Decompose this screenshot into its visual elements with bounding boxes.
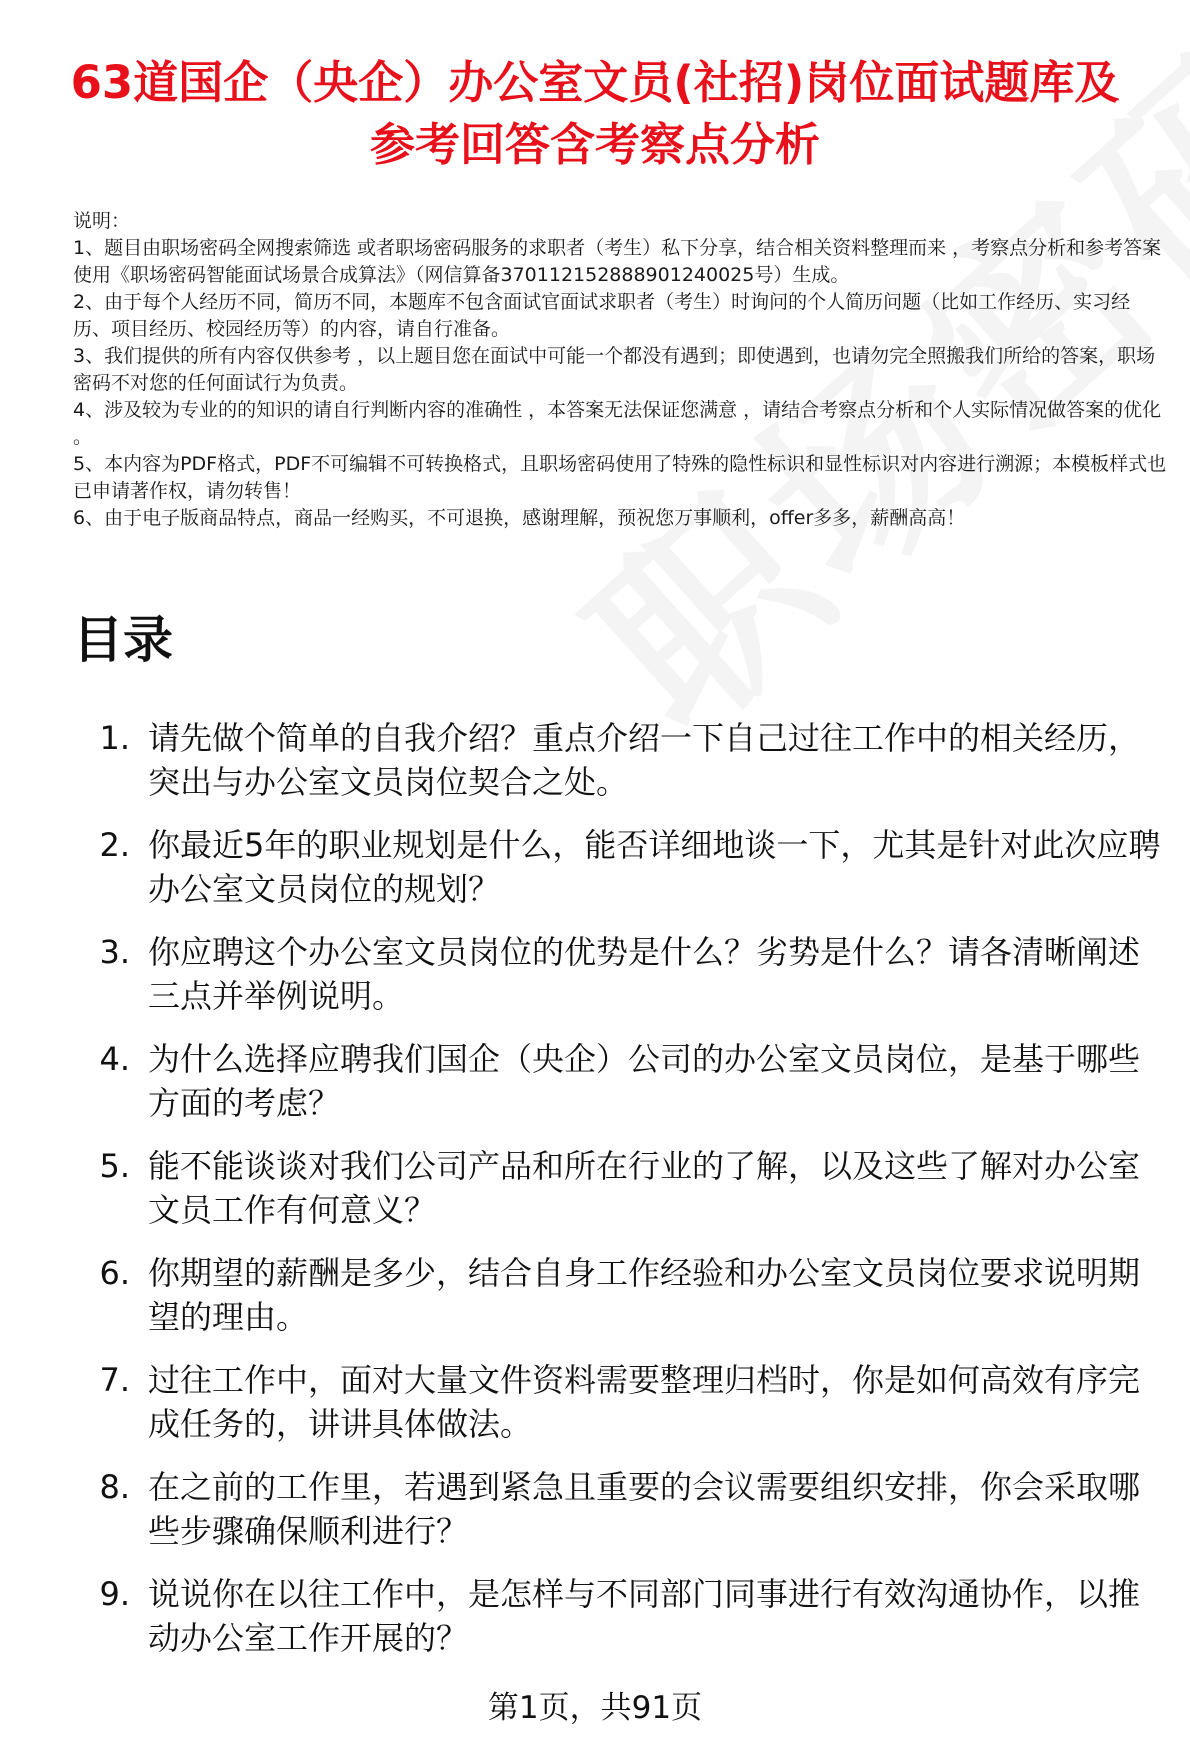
- page-footer: 第1页，共91页: [487, 1690, 703, 1726]
- toc-item-text: 你应聘这个办公室文员岗位的优势是什么？劣势是什么？请各清晰阐述三点并举例说明。: [148, 933, 1141, 1015]
- toc-item-text: 你期望的薪酬是多少，结合自身工作经验和办公室文员岗位要求说明期望的理由。: [148, 1254, 1141, 1336]
- notes-section: [73, 208, 1168, 532]
- toc-item-number: 7.: [99, 1361, 130, 1399]
- toc-item[interactable]: [75, 930, 1170, 1037]
- note-item: 5、本内容为PDF格式，PDF不可编辑不可转换格式，且职场密码使用了特殊的隐性标识和显性标识对内容进行溯源；本模板样式也已申请著作权，请勿转售！: [73, 453, 1167, 502]
- toc-item-number: 4.: [99, 1040, 130, 1078]
- toc-heading: 目录: [73, 611, 173, 669]
- note-item: 4、涉及较为专业的的知识的请自行判断内容的准确性 ，本答案无法保证您满意 ，请结合考察点分析和个人实际情况做答案的优化 。: [73, 399, 1162, 448]
- toc-item-number: 1.: [99, 719, 130, 757]
- note-item: 1、题目由职场密码全网搜索筛选 或者职场密码服务的求职者（考生）私下分享，结合相关资料整理而来 ，考察点分析和参考答案使用《职场密码智能面试场景合成算法》（网信算备370112152888901240025号）生成。: [73, 237, 1162, 286]
- toc-item[interactable]: [75, 716, 1170, 823]
- toc-item[interactable]: [75, 1251, 1170, 1358]
- toc-item[interactable]: [75, 1572, 1170, 1679]
- toc-item-number: 3.: [99, 933, 130, 971]
- toc-item-text: 在之前的工作里，若遇到紧急且重要的会议需要组织安排，你会采取哪些步骤确保顺利进行？: [148, 1468, 1141, 1550]
- document-title: 63道国企（央企）办公室文员(社招)岗位面试题库及参考回答含考察点分析: [70, 56, 1120, 171]
- toc-item[interactable]: [75, 1465, 1170, 1572]
- note-item: 2、由于每个人经历不同，简历不同，本题库不包含面试官面试求职者（考生）时询问的个人简历问题（比如工作经历、实习经历、项目经历、校园经历等）的内容，请自行准备。: [73, 291, 1131, 340]
- toc-item[interactable]: [75, 823, 1170, 930]
- toc-item-text: 请先做个简单的自我介绍？重点介绍一下自己过往工作中的相关经历，突出与办公室文员岗位契合之处。: [148, 719, 1141, 801]
- toc-item[interactable]: [75, 1358, 1170, 1465]
- toc-item[interactable]: [75, 1037, 1170, 1144]
- toc-item-number: 2.: [99, 826, 130, 864]
- toc-item-number: 5.: [99, 1147, 130, 1185]
- note-item: 6、由于电子版商品特点，商品一经购买，不可退换，感谢理解，预祝您万事顺利，offer多多，薪酬高高！: [73, 507, 966, 529]
- notes-heading: 说明：: [73, 210, 131, 232]
- toc-item[interactable]: [75, 1144, 1170, 1251]
- toc-item-text: 过往工作中，面对大量文件资料需要整理归档时，你是如何高效有序完成任务的，讲讲具体做法。: [148, 1361, 1141, 1443]
- toc-item-text: 你最近5年的职业规划是什么，能否详细地谈一下，尤其是针对此次应聘办公室文员岗位的规划？: [148, 826, 1161, 908]
- toc-item-number: 9.: [99, 1575, 130, 1613]
- toc-item-text: 说说你在以往工作中，是怎样与不同部门同事进行有效沟通协作，以推动办公室工作开展的？: [148, 1575, 1141, 1657]
- toc-item-text: 为什么选择应聘我们国企（央企）公司的办公室文员岗位，是基于哪些方面的考虑？: [148, 1040, 1141, 1122]
- toc-item-number: 8.: [99, 1468, 130, 1506]
- toc-item-text: 能不能谈谈对我们公司产品和所在行业的了解，以及这些了解对办公室文员工作有何意义？: [148, 1147, 1141, 1229]
- note-item: 3、我们提供的所有内容仅供参考 ，以上题目您在面试中可能一个都没有遇到；即使遇到，也请勿完全照搬我们所给的答案，职场密码不对您的任何面试行为负责。: [73, 345, 1156, 394]
- toc-item-number: 6.: [99, 1254, 130, 1292]
- toc-list: [75, 716, 1170, 1679]
